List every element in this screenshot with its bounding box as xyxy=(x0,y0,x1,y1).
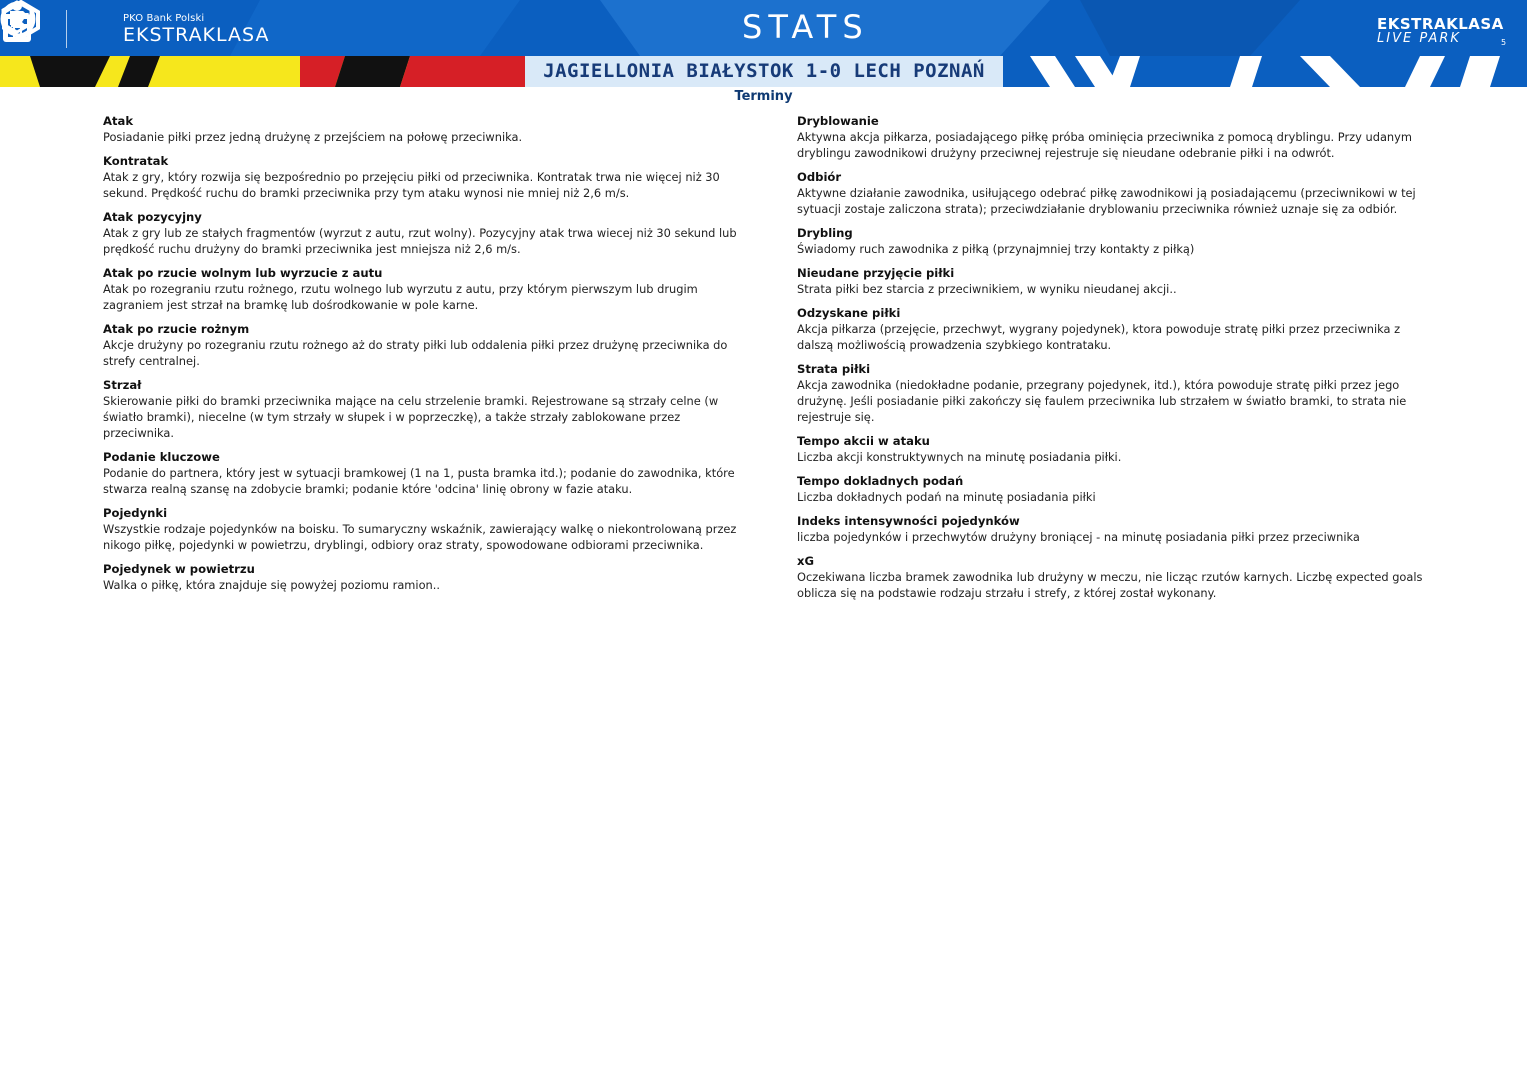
header-divider xyxy=(66,10,67,48)
term-description: Liczba akcji konstruktywnych na minutę posiadania piłki. xyxy=(797,450,1122,464)
term-title: Odbiór xyxy=(797,170,842,184)
brand-name: EKSTRAKLASA xyxy=(123,24,270,46)
term-description: Akcja zawodnika (niedokładne podanie, przegrany pojedynek, itd.), która powoduje stratę piłki przez jego drużynę. Jeśli posiadanie piłki zakończy się faulem przeciwnika lub strzałem w światło bramki, to strata nie rejestruje się. xyxy=(797,378,1407,424)
term-description: Świadomy ruch zawodnika z piłką (przynajmniej trzy kontakty z piłką) xyxy=(797,242,1195,256)
term-item xyxy=(797,114,1427,161)
term-title: Strzał xyxy=(103,378,142,392)
page-number: 5 xyxy=(1501,38,1507,47)
term-description: Aktywna akcja piłkarza, posiadającego piłkę próba ominięcia przeciwnika z pomocą dryblingu. Przy udanym dryblingu zawodnikowi drużyny przeciwnej rejestruje się nieudane odebranie piłki i na odwrót. xyxy=(797,130,1412,160)
right-brand-line2: LIVE PARK xyxy=(1377,31,1461,46)
term-description: Skierowanie piłki do bramki przeciwnika mające na celu strzelenie bramki. Rejestrowane są strzały celne (w światło bramki), niecelne (w tym strzały w słupek i w poprzeczkę), a także strzały zablokowane przez przeciwnika. xyxy=(103,394,719,440)
term-description: Oczekiwana liczba bramek zawodnika lub drużyny w meczu, nie licząc rzutów karnych. Liczbę expected goals oblicza się na podstawie rodzaju strzału i strefy, z której został wykonany. xyxy=(797,570,1423,600)
term-item xyxy=(797,170,1427,217)
term-item xyxy=(103,114,743,145)
term-title: Dryblowanie xyxy=(797,114,879,128)
term-description: Atak po rozegraniu rzutu rożnego, rzutu wolnego lub wyrzutu z autu, przy którym pierwszym lub drugim zagraniem jest strzał na bramkę lub dośrodkowanie w pole karne. xyxy=(103,282,698,312)
term-title: Indeks intensywności pojedynków xyxy=(797,514,1020,528)
term-item xyxy=(103,506,743,553)
term-item xyxy=(797,514,1427,545)
term-description: Atak z gry, który rozwija się bezpośrednio po przejęciu piłki od przeciwnika. Kontratak trwa nie więcej niż 30 sekund. Prędkość ruchu do bramki przeciwnika przy tym ataku wynosi nie mniej niż 2,6 m/s. xyxy=(103,170,720,200)
term-description: Walka o piłkę, która znajduje się powyżej poziomu ramion.. xyxy=(103,578,441,592)
term-title: Nieudane przyjęcie piłki xyxy=(797,266,955,280)
term-description: Liczba dokładnych podań na minutę posiadania piłki xyxy=(797,490,1096,504)
term-description: Aktywne działanie zawodnika, usiłującego odebrać piłkę zawodnikowi ją posiadającemu (przeciwnikowi w tej sytuacji zostaje zaliczona strata); przeciwdziałanie dryblowaniu przeciwnika również uznaje się za odbiór. xyxy=(797,186,1416,216)
term-description: Atak z gry lub ze stałych fragmentów (wyrzut z autu, rzut wolny). Pozycyjny atak trwa wiecej niż 30 sekund lub prędkość ruchu drużyny do bramki przeciwnika jest mniejsza niż 2,6 m/s. xyxy=(103,226,737,256)
term-title: Strata piłki xyxy=(797,362,871,376)
section-title: Terminy xyxy=(734,89,793,104)
sponsor-label: PKO Bank Polski xyxy=(123,13,205,24)
term-item xyxy=(797,306,1427,353)
term-title: Atak xyxy=(103,114,134,128)
match-band xyxy=(0,56,1527,87)
term-title: Tempo akcii w ataku xyxy=(797,434,930,448)
term-title: Podanie kluczowe xyxy=(103,450,220,464)
terms-right-column xyxy=(797,114,1427,610)
right-brand-line1: EKSTRAKLASA xyxy=(1377,15,1504,33)
term-title: Atak po rzucie wolnym lub wyrzucie z autu xyxy=(103,266,383,280)
term-title: Odzyskane piłki xyxy=(797,306,901,320)
term-title: Drybling xyxy=(797,226,853,240)
term-item xyxy=(797,474,1427,505)
term-item xyxy=(103,378,743,441)
term-title: Pojedynki xyxy=(103,506,168,520)
ekstraklasa-live-park-logo-icon xyxy=(0,0,34,34)
header-bar xyxy=(0,0,1527,56)
term-description: Wszystkie rodzaje pojedynków na boisku. To sumaryczny wskaźnik, zawierający walkę o niekontrolowaną przez nikogo piłkę, pojedynki w powietrzu, dryblingi, odbiory oraz straty, spowodowane odbiorami przeciwnika. xyxy=(103,522,737,552)
term-description: Posiadanie piłki przez jedną drużynę z przejściem na połowę przeciwnika. xyxy=(103,130,523,144)
term-description: Strata piłki bez starcia z przeciwnikiem, w wyniku nieudanej akcji.. xyxy=(797,282,1177,296)
term-description: Akcje drużyny po rozegraniu rzutu rożnego aż do straty piłki lub oddalenia piłki przez drużynę przeciwnika do strefy centralnej. xyxy=(103,338,728,368)
term-item xyxy=(103,562,743,593)
term-item xyxy=(797,226,1427,257)
term-item xyxy=(103,322,743,369)
term-item xyxy=(797,434,1427,465)
term-title: Pojedynek w powietrzu xyxy=(103,562,255,576)
terms-left-column xyxy=(103,114,743,602)
term-title: Tempo dokladnych podań xyxy=(797,474,964,488)
term-title: Atak po rzucie rożnym xyxy=(103,322,250,336)
term-item xyxy=(103,210,743,257)
term-item xyxy=(103,266,743,313)
term-title: Atak pozycyjny xyxy=(103,210,202,224)
term-item xyxy=(797,362,1427,425)
match-title: JAGIELLONIA BIAŁYSTOK 1-0 LECH POZNAŃ xyxy=(543,60,985,82)
term-item xyxy=(797,554,1427,601)
term-item xyxy=(797,266,1427,297)
term-description: liczba pojedynków i przechwytów drużyny broniącej - na minutę posiadania piłki przez przeciwnika xyxy=(797,530,1360,544)
term-title: Kontratak xyxy=(103,154,169,168)
stats-title: STATS xyxy=(742,8,869,46)
term-item xyxy=(103,154,743,201)
term-description: Podanie do partnera, który jest w sytuacji bramkowej (1 na 1, pusta bramka itd.); podanie do zawodnika, które stwarza realną szansę na zdobycie bramki; podanie które 'odcina' linię obrony w fazie ataku. xyxy=(103,466,735,496)
term-title: xG xyxy=(797,554,814,568)
term-description: Akcja piłkarza (przejęcie, przechwyt, wygrany pojedynek), ktora powoduje stratę piłki przez przeciwnika z dalszą możliwością prowadzenia szybkiego kontrataku. xyxy=(797,322,1401,352)
term-item xyxy=(103,450,743,497)
